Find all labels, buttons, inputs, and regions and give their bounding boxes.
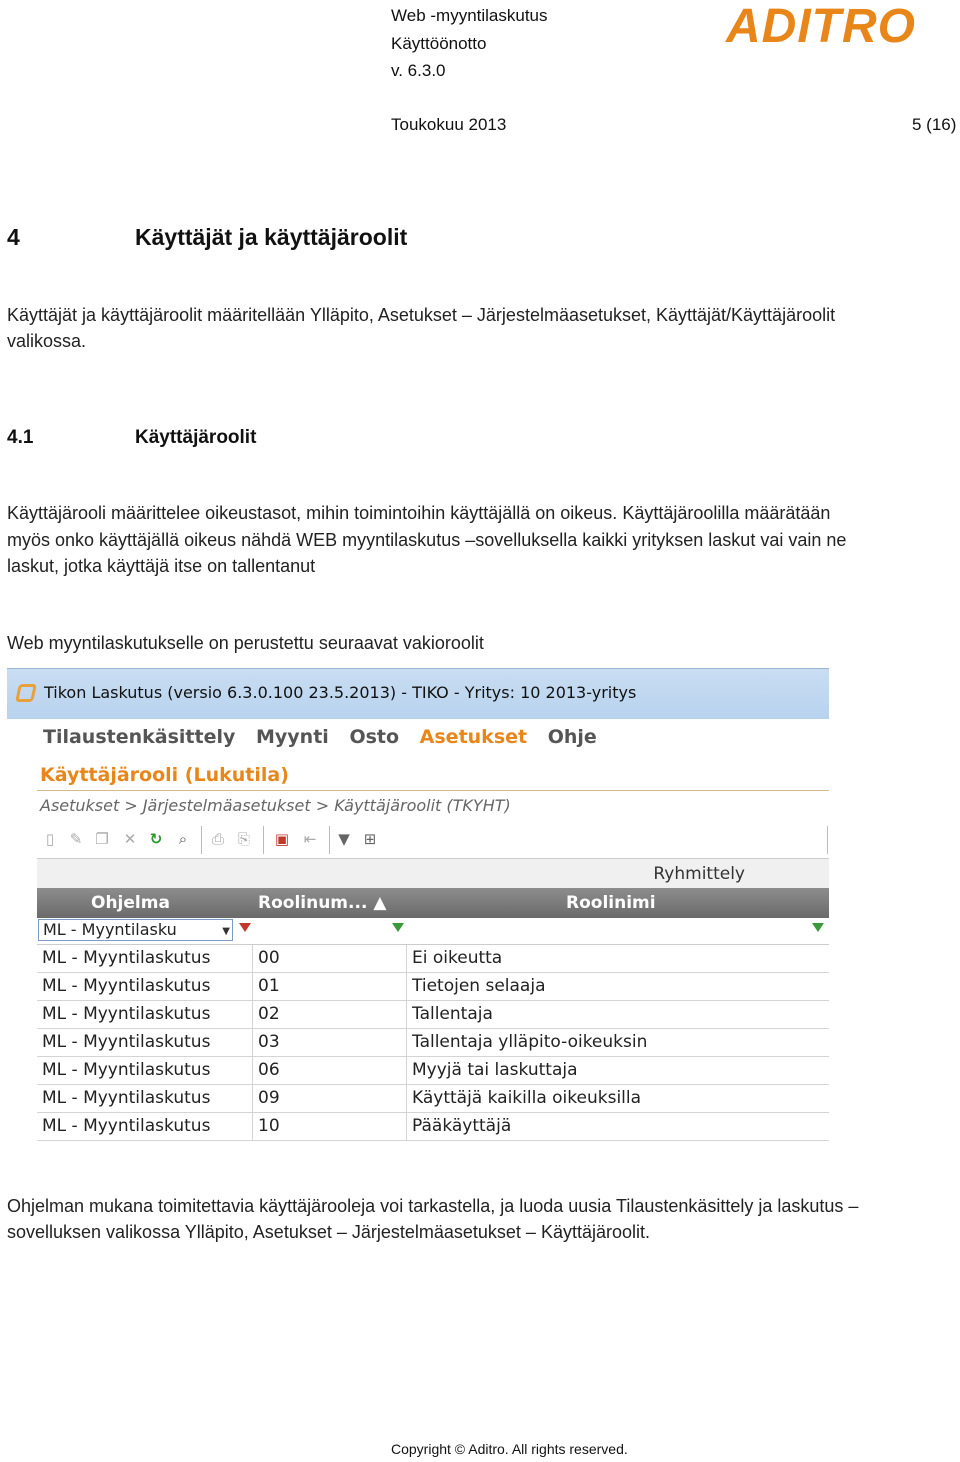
copy-icon[interactable]: ❐ [95, 830, 109, 848]
toolbar-divider [329, 826, 330, 854]
cell-program: ML - Myyntilaskutus [37, 1113, 253, 1140]
print-preview-icon[interactable]: ⎘ [237, 830, 250, 848]
title-divider [37, 790, 829, 791]
app-screenshot [7, 668, 829, 1143]
cell-role-name: Tallentaja [412, 1004, 493, 1024]
doc-date: Toukokuu 2013 [391, 115, 507, 134]
filter-funnel-icon[interactable] [812, 923, 824, 932]
intro-line-2: valikossa. [7, 331, 87, 351]
filter-icon[interactable]: ▼ [338, 830, 350, 848]
doc-version: v. 6.3.0 [391, 61, 446, 80]
cell-role-name: Pääkäyttäjä [412, 1116, 512, 1136]
cell-role-name: Myyjä tai laskuttaja [412, 1060, 578, 1080]
breadcrumb: Asetukset > Järjestelmäasetukset > Käyttäjäroolit (TKYHT) [40, 796, 511, 815]
refresh-icon[interactable]: ↻ [149, 830, 163, 848]
toolbar-divider [827, 826, 828, 854]
intro-line-1: Käyttäjät ja käyttäjäroolit määritellään Ylläpito, Asetukset – Järjestelmäasetukset, Käyttäjät/Käyttäjäroolit [7, 305, 836, 325]
app-icon [15, 684, 37, 702]
para2: Web myyntilaskutukselle on perustettu seuraavat vakioroolit [7, 633, 484, 653]
window-titlebar [7, 668, 829, 719]
toolbar-divider [263, 826, 264, 854]
cell-program: ML - Myyntilaskutus [37, 945, 253, 972]
column-headers [37, 888, 829, 918]
cell-role-number: 06 [253, 1057, 407, 1084]
cell-program: ML - Myyntilaskutus [37, 1057, 253, 1084]
columns-icon[interactable]: ⊞ [363, 830, 377, 848]
table-row[interactable] [37, 1001, 829, 1029]
section-number: 4 [7, 224, 20, 250]
group-header [37, 858, 829, 889]
para1-line-1: Käyttäjärooli määrittelee oikeustasot, mihin toimintoihin käyttäjällä on oikeus. Käyttäjäroolilla määrätään [7, 503, 831, 523]
group-label[interactable]: Ryhmittely [653, 864, 745, 884]
para3-line-2: sovelluksen valikossa Ylläpito, Asetukset – Järjestelmäasetukset – Käyttäjäroolit. [7, 1222, 650, 1242]
program-filter-select[interactable] [38, 919, 233, 941]
table-row[interactable] [37, 1085, 829, 1113]
footer-copyright: Copyright © Aditro. All rights reserved. [391, 1441, 628, 1457]
cell-role-number: 03 [253, 1029, 407, 1056]
delete-icon[interactable]: ✕ [123, 830, 137, 848]
filter-funnel-icon[interactable] [392, 923, 404, 932]
para3-line-1: Ohjelman mukana toimitettavia käyttäjärooleja voi tarkastella, ja luoda uusia Tilaustenkäsittely ja laskutus – [7, 1196, 859, 1216]
menu-osto[interactable]: Osto [349, 726, 400, 748]
col-ohjelma[interactable]: Ohjelma [91, 893, 170, 913]
edit-icon[interactable]: ✎ [69, 830, 83, 848]
doc-title: Web -myyntilaskutus [391, 6, 548, 25]
chevron-down-icon[interactable]: ▼ [222, 926, 230, 937]
import-icon[interactable]: ⇤ [303, 830, 317, 848]
col-roolinimi[interactable]: Roolinimi [566, 893, 656, 913]
doc-subtitle: Käyttöönotto [391, 34, 487, 53]
section-title: Käyttäjät ja käyttäjäroolit [135, 224, 408, 250]
cell-program: ML - Myyntilaskutus [37, 1085, 253, 1112]
new-icon[interactable]: ▯ [45, 830, 55, 848]
cell-role-number: 09 [253, 1085, 407, 1112]
cell-role-number: 01 [253, 973, 407, 1000]
cell-role-name: Käyttäjä kaikilla oikeuksilla [412, 1088, 642, 1108]
table-row[interactable] [37, 1113, 829, 1141]
window-title: Tikon Laskutus (versio 6.3.0.100 23.5.2013) - TIKO - Yritys: 10 2013-yritys [44, 683, 637, 702]
para1-line-2: myös onko käyttäjällä oikeus nähdä WEB myyntilaskutus –sovelluksella kaikki yrityksen laskut vai vain ne [7, 530, 847, 550]
menu-asetukset[interactable]: Asetukset [419, 726, 528, 748]
menu-bar [43, 726, 611, 748]
cell-program: ML - Myyntilaskutus [37, 1001, 253, 1028]
menu-ohje[interactable]: Ohje [547, 726, 597, 748]
aditro-logo [722, 0, 958, 50]
table-row[interactable] [37, 1057, 829, 1085]
cell-role-number: 00 [253, 945, 407, 972]
menu-myynti[interactable]: Myynti [256, 726, 329, 748]
cell-role-name: Tietojen selaaja [412, 976, 546, 996]
subsection-title: Käyttäjäroolit [135, 427, 257, 448]
page-title: Käyttäjärooli (Lukutila) [40, 764, 289, 786]
table-row[interactable] [37, 1029, 829, 1057]
roles-grid [37, 858, 829, 1143]
filter-funnel-icon[interactable] [239, 923, 251, 932]
program-filter-value: ML - Myyntilasku [43, 920, 177, 939]
cell-role-number: 10 [253, 1113, 407, 1140]
menu-tilaustenkasittely[interactable]: Tilaustenkäsittely [43, 726, 236, 748]
cell-program: ML - Myyntilaskutus [37, 1029, 253, 1056]
print-icon[interactable]: ⎙ [211, 830, 224, 848]
export-icon[interactable]: ▣ [274, 830, 290, 848]
subsection-number: 4.1 [7, 427, 34, 448]
para1-line-3: laskut, jotka käyttäjä itse on tallentanut [7, 556, 316, 576]
search-icon[interactable]: ⌕ [178, 830, 188, 848]
logo-text: ADITRO [726, 0, 916, 50]
toolbar-divider [201, 826, 202, 854]
toolbar [37, 826, 829, 856]
cell-role-number: 02 [253, 1001, 407, 1028]
cell-program: ML - Myyntilaskutus [37, 973, 253, 1000]
filter-row [37, 918, 829, 945]
table-row[interactable] [37, 973, 829, 1001]
col-roolinumero[interactable]: Roolinum... ▲ [258, 893, 387, 913]
page-number: 5 (16) [912, 115, 957, 134]
cell-role-name: Tallentaja ylläpito-oikeuksin [412, 1032, 648, 1052]
table-row[interactable] [37, 945, 829, 973]
cell-role-name: Ei oikeutta [412, 948, 503, 968]
